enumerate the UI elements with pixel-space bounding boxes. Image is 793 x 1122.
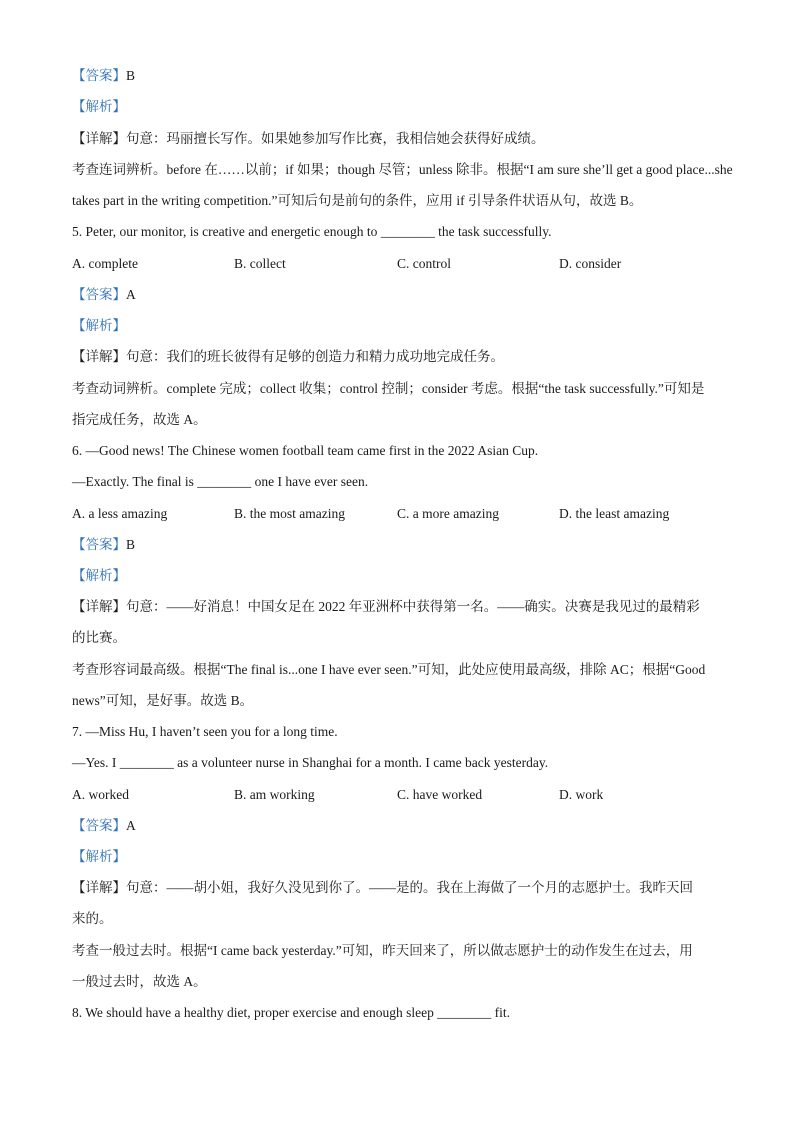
answer-tag: 【答案】 xyxy=(72,68,126,83)
question-stem: 7. —Miss Hu, I haven’t seen you for a long time. xyxy=(72,724,338,739)
detail-text-cont: 的比赛。 xyxy=(72,630,126,645)
option-d: D. consider xyxy=(559,256,622,271)
option-b: B. am working xyxy=(234,787,315,802)
option-b: B. collect xyxy=(234,256,286,271)
analysis-tag: 【解析】 xyxy=(72,99,126,114)
answer-tag: 【答案】 xyxy=(72,287,126,302)
answer-value: B xyxy=(126,537,136,552)
explanation-line: 考查一般过去时。根据“I came back yesterday.”可知，昨天回来了，所以做志愿护士的动作发生在过去，用 xyxy=(72,943,693,958)
detail-text: 句意：玛丽擅长写作。如果她参加写作比赛，我相信她会获得好成绩。 xyxy=(126,131,545,146)
detail-line xyxy=(72,878,693,898)
answer-line xyxy=(72,66,135,86)
explanation-line: 指完成任务，故选 A。 xyxy=(72,412,207,427)
analysis-tag: 【解析】 xyxy=(72,568,126,583)
detail-line xyxy=(72,347,504,367)
answer-value: A xyxy=(126,818,136,833)
option-d: D. the least amazing xyxy=(559,506,670,521)
explanation-line: 考查连词辨析。before 在……以前；if 如果；though 尽管；unless 除非。根据“I am sure she’ll get a good place...she xyxy=(72,162,733,177)
detail-text: 句意：——好消息！中国女足在 2022 年亚洲杯中获得第一名。——确实。决赛是我见过的最精彩 xyxy=(126,599,700,614)
answer-tag: 【答案】 xyxy=(72,818,126,833)
explanation-line: 考查形容词最高级。根据“The final is...one I have ever seen.”可知，此处应使用最高级，排除 AC；根据“Good xyxy=(72,662,706,677)
detail-tag: 【详解】 xyxy=(72,599,126,614)
explanation-line: 一般过去时，故选 A。 xyxy=(72,974,207,989)
option-c: C. control xyxy=(397,256,451,271)
question-stem-reply: —Yes. I ________ as a volunteer nurse in Shanghai for a month. I came back yesterday. xyxy=(72,755,549,770)
detail-text-cont: 来的。 xyxy=(72,911,113,926)
question-stem: 8. We should have a healthy diet, proper exercise and enough sleep ________ fit. xyxy=(72,1005,511,1020)
option-b: B. the most amazing xyxy=(234,506,345,521)
detail-tag: 【详解】 xyxy=(72,349,126,364)
detail-text: 句意：我们的班长彼得有足够的创造力和精力成功地完成任务。 xyxy=(126,349,504,364)
answer-tag: 【答案】 xyxy=(72,537,126,552)
detail-tag: 【详解】 xyxy=(72,131,126,146)
explanation-line: 考查动词辨析。complete 完成；collect 收集；control 控制；consider 考虑。根据“the task successfully.”可知是 xyxy=(72,381,705,396)
question-stem-reply: —Exactly. The final is ________ one I have ever seen. xyxy=(72,474,369,489)
analysis-tag: 【解析】 xyxy=(72,318,126,333)
answer-line xyxy=(72,535,135,555)
option-a: A. a less amazing xyxy=(72,506,168,521)
explanation-line: takes part in the writing competition.”可知后句是前句的条件，应用 if 引导条件状语从句，故选 B。 xyxy=(72,193,643,208)
option-c: C. a more amazing xyxy=(397,506,499,521)
detail-line xyxy=(72,129,545,149)
answer-line xyxy=(72,816,136,836)
question-stem: 6. —Good news! The Chinese women football team came first in the 2022 Asian Cup. xyxy=(72,443,539,458)
option-a: A. complete xyxy=(72,256,138,271)
answer-value: B xyxy=(126,68,136,83)
option-c: C. have worked xyxy=(397,787,483,802)
detail-line xyxy=(72,597,700,617)
option-d: D. work xyxy=(559,787,604,802)
option-a: A. worked xyxy=(72,787,129,802)
answer-value: A xyxy=(126,287,136,302)
analysis-tag: 【解析】 xyxy=(72,849,126,864)
explanation-line: news”可知，是好事。故选 B。 xyxy=(72,693,254,708)
answer-line xyxy=(72,285,136,305)
question-stem: 5. Peter, our monitor, is creative and energetic enough to ________ the task successfully. xyxy=(72,224,552,239)
detail-text: 句意：——胡小姐，我好久没见到你了。——是的。我在上海做了一个月的志愿护士。我昨天回 xyxy=(126,880,693,895)
detail-tag: 【详解】 xyxy=(72,880,126,895)
